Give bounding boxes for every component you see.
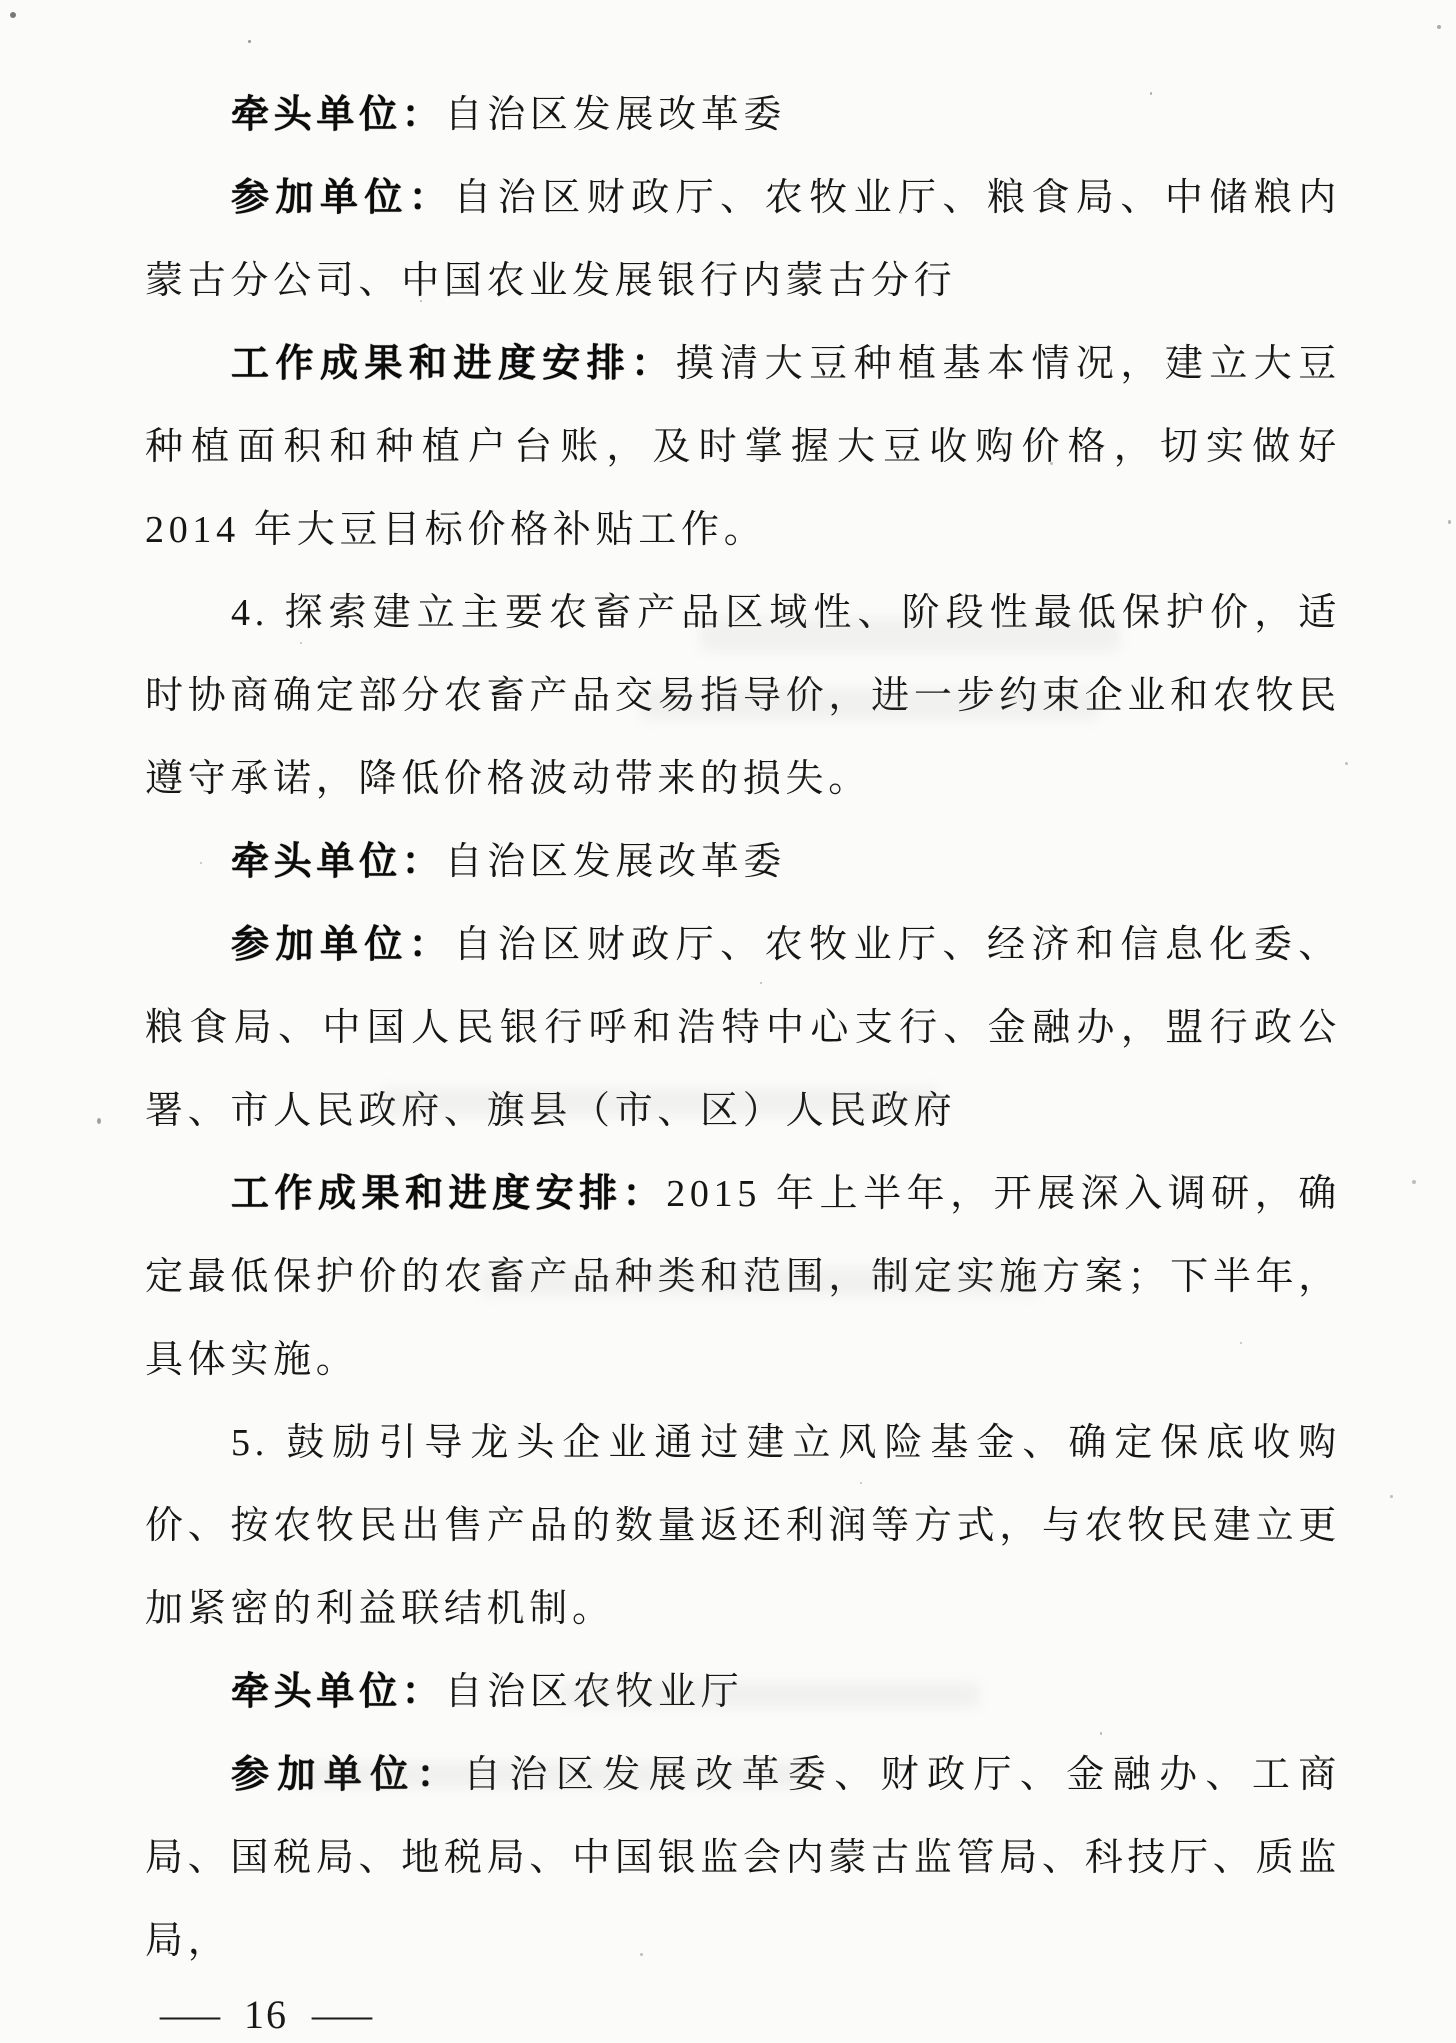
lead-unit-label: 牵头单位：	[231, 94, 445, 136]
scan-bleedthrough	[640, 688, 1100, 720]
lead-unit-value: 自治区农牧业厅	[444, 1671, 744, 1713]
scan-speck	[200, 862, 202, 864]
scan-speck	[1150, 92, 1152, 95]
scan-speck	[420, 300, 422, 302]
participating-units-value: 自治区财政厅、农牧业厅、粮食局、中储粮内蒙古分公司、中国农业发展银行内蒙古分行	[145, 177, 1341, 302]
scan-speck	[1437, 25, 1441, 29]
scan-speck	[1345, 762, 1348, 765]
footer-left-dash: —	[160, 1992, 220, 2037]
lead-unit-label: 牵头单位：	[231, 841, 445, 883]
scan-speck	[900, 212, 902, 214]
participating-units-value: 自治区发展改革委、财政厅、金融办、工商局、国税局、地税局、中国银监会内蒙古监管局、科技厅、质监局，	[145, 1754, 1341, 1962]
item-4-text: 4. 探索建立主要农畜产品区域性、阶段性最低保护价，适时协商确定部分农畜产品交易指导价，进一步约束企业和农牧民遵守承诺，降低价格波动带来的损失。	[145, 592, 1341, 800]
lead-unit-label: 牵头单位：	[231, 1671, 445, 1713]
page-number: 16	[244, 1992, 288, 2037]
scan-speck	[520, 1622, 522, 1624]
item-5-text: 5. 鼓励引导龙头企业通过建立风险基金、确定保底收购价、按农牧民出售产品的数量返还利润等方式，与农牧民建立更加紧密的利益联结机制。	[145, 1422, 1341, 1630]
scan-speck	[1100, 1732, 1102, 1735]
lead-unit-value: 自治区发展改革委	[444, 94, 787, 136]
scan-speck	[1240, 1342, 1242, 1344]
scan-bleedthrough	[300, 1762, 820, 1788]
work-progress-value: 摸清大豆种植基本情况，建立大豆种植面积和种植户台账，及时掌握大豆收购价格，切实做好 2014 年大豆目标价格补贴工作。	[145, 343, 1341, 551]
scan-bleedthrough	[700, 618, 1120, 652]
scan-speck	[10, 12, 16, 18]
work-progress-value: 2015 年上半年，开展深入调研，确定最低保护价的农畜产品种类和范围，制定实施方案；下半年，具体实施。	[145, 1173, 1341, 1381]
paragraph-item-5	[145, 1402, 1341, 1651]
scan-speck	[300, 642, 302, 644]
work-progress-label: 工作成果和进度安排：	[231, 1173, 667, 1215]
scan-bleedthrough	[480, 1268, 1040, 1296]
participating-units-label: 参加单位：	[231, 177, 454, 219]
scan-speck	[1390, 1495, 1393, 1498]
paragraph-participating-units-1	[145, 157, 1341, 323]
scan-speck	[860, 1482, 862, 1484]
scan-speck	[248, 40, 251, 43]
lead-unit-value: 自治区发展改革委	[444, 841, 787, 883]
scan-speck	[1412, 1180, 1416, 1184]
footer-right-dash: —	[312, 1992, 372, 2037]
page-footer	[160, 1987, 1341, 2043]
scan-speck	[1448, 520, 1451, 524]
scan-bleedthrough	[560, 1682, 980, 1708]
participating-units-label: 参加单位：	[231, 924, 454, 966]
scan-speck	[640, 1953, 643, 1956]
document-body	[145, 74, 1341, 2043]
scan-bleedthrough	[380, 1088, 940, 1116]
scan-speck	[97, 1118, 101, 1124]
participating-units-value: 自治区财政厅、农牧业厅、经济和信息化委、粮食局、中国人民银行呼和浩特中心支行、金融办，盟行政公署、市人民政府、旗县（市、区）人民政府	[145, 924, 1341, 1132]
scan-speck	[760, 982, 762, 984]
paragraph-lead-unit-2	[145, 821, 1341, 904]
work-progress-label: 工作成果和进度安排：	[231, 343, 676, 385]
paragraph-lead-unit-1	[145, 74, 1341, 157]
scan-speck	[1050, 462, 1053, 465]
participating-units-label: 参加单位：	[231, 1754, 464, 1796]
paragraph-work-progress-1	[145, 323, 1341, 572]
